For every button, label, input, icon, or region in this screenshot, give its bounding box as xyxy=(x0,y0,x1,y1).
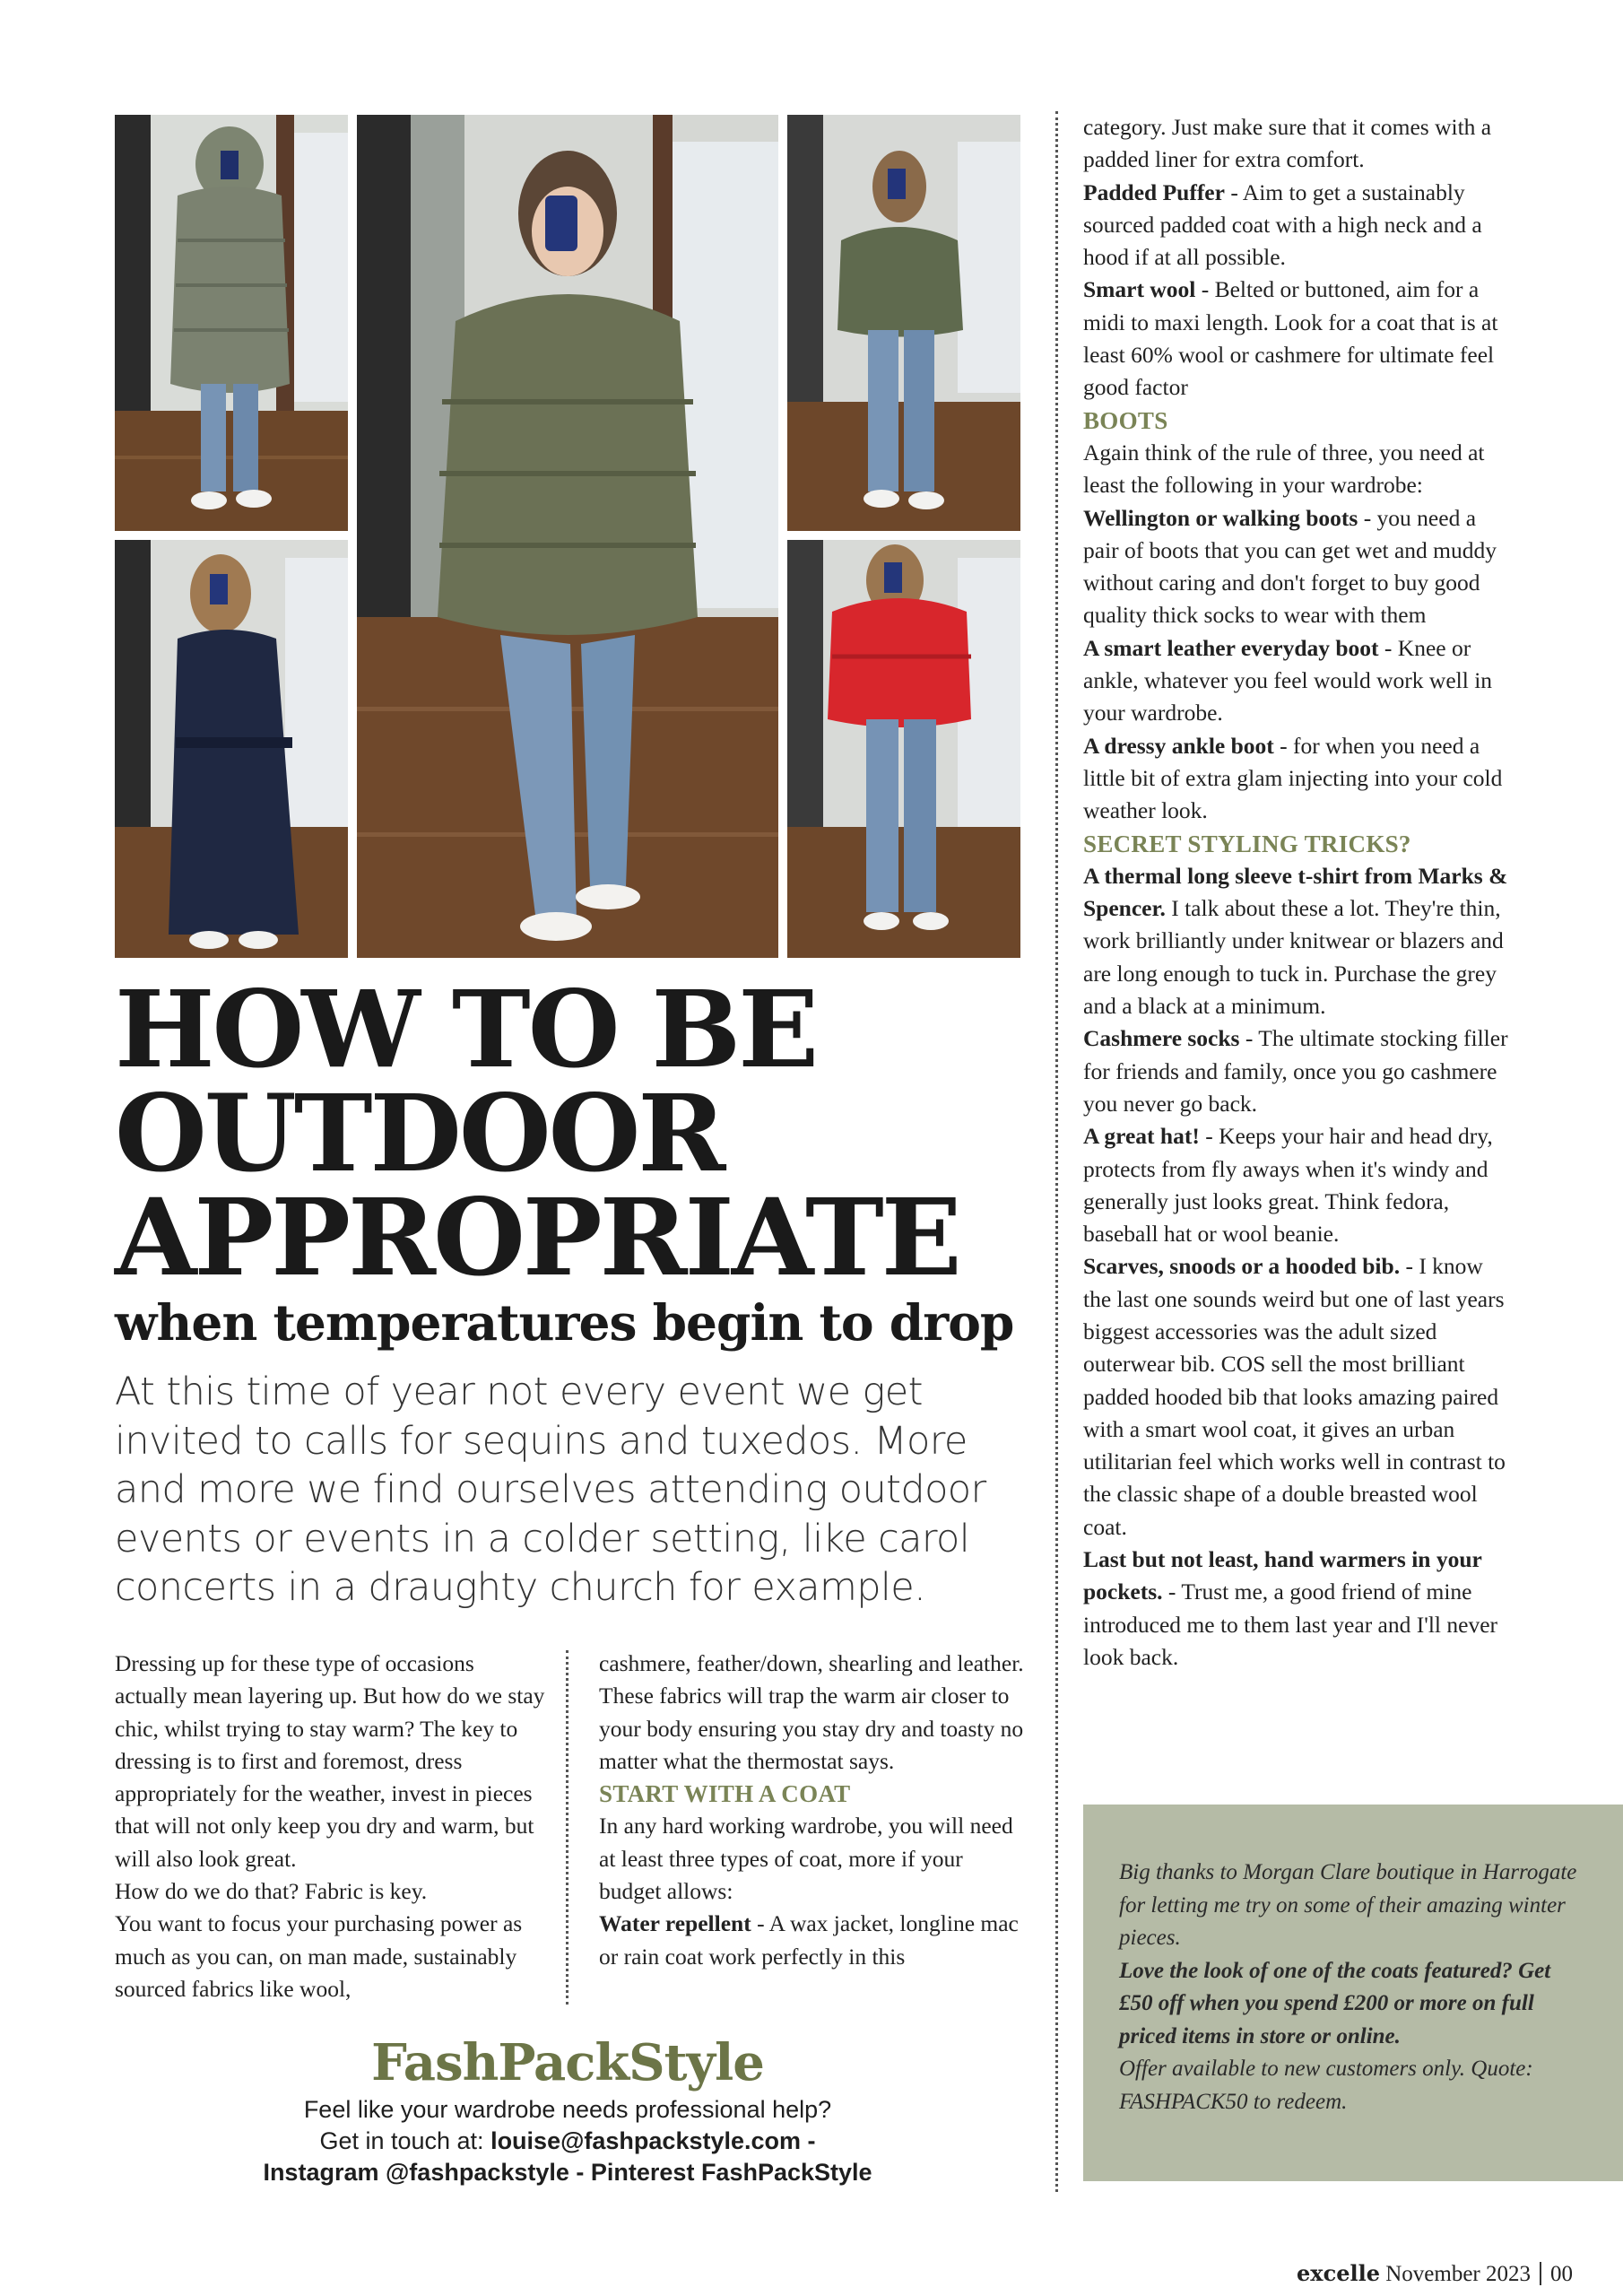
item-text: - for when you need a little bit of extra glam injecting into your cold weather look. xyxy=(1083,732,1503,824)
promo-box xyxy=(1083,1805,1623,2181)
section-heading-tricks: SECRET STYLING TRICKS? xyxy=(1083,830,1411,857)
item-title: Water repellent xyxy=(599,1910,751,1937)
promo-offer: Love the look of one of the coats featured? Get £50 off when you spend £200 or more on full priced items in store or online. xyxy=(1119,1958,1551,2048)
item-title: Padded Puffer xyxy=(1083,178,1225,205)
item-title: Smart wool xyxy=(1083,276,1196,303)
body-column-2 xyxy=(599,1648,1029,1973)
paragraph: How do we do that? Fabric is key. xyxy=(115,1878,428,1905)
section-heading-coat: START WITH A COAT xyxy=(599,1780,851,1808)
headline-line-2: OUTDOOR xyxy=(115,1071,724,1196)
item-text: - I know the last one sounds weird but one of last years biggest accessories was the adult sized outerwear bib. COS sell the most brilliant padded hooded bib that looks amazing paired with a smart wool coat, it gives an urban utilitarian feel which works well in contrast to the classic shape of a double breasted wool coat. xyxy=(1083,1253,1506,1540)
brand-block xyxy=(115,2031,1020,2188)
item-text: - Knee or ankle, whatever you feel would work well in your wardrobe. xyxy=(1083,634,1493,726)
item-text: - Aim to get a sustainably sourced padded coat with a high neck and a hood if at all possible. xyxy=(1083,178,1482,271)
photo-red-padded-puffer xyxy=(787,540,1020,958)
body-column-1 xyxy=(115,1648,545,2005)
contact-email-link[interactable]: louise@fashpackstyle.com - xyxy=(490,2127,816,2154)
paragraph: category. Just make sure that it comes with a padded liner for extra comfort. xyxy=(1083,114,1492,173)
promo-text xyxy=(1119,1857,1585,2118)
item-text: - A wax jacket, longline mac or rain coat work perfectly in this xyxy=(599,1910,1019,1970)
body-column-3 xyxy=(1083,111,1514,1674)
photo-illustration xyxy=(115,115,348,531)
promo-terms: Offer available to new customers only. Quote: FASHPACK50 to redeem. xyxy=(1119,2057,1533,2114)
photo-illustration xyxy=(357,115,778,958)
photo-khaki-hooded-puffer xyxy=(115,115,348,531)
brand-line-2 xyxy=(115,2126,1020,2157)
column-divider xyxy=(1055,111,1058,2192)
page-footer xyxy=(1297,2260,1573,2287)
list-item xyxy=(1083,632,1514,730)
item-title: A great hat! xyxy=(1083,1123,1200,1150)
paragraph: Again think of the rule of three, you need at least the following in your wardrobe: xyxy=(1083,439,1485,499)
list-item xyxy=(599,1908,1029,1973)
item-text: - Trust me, a good friend of mine introduced me to them last year and I'll never look back. xyxy=(1083,1578,1498,1670)
item-title: A dressy ankle boot xyxy=(1083,732,1274,759)
photo-khaki-oversized-puffer xyxy=(357,115,778,958)
paragraph: You want to focus your purchasing power as much as you can, on man made, sustainably sourced fabrics like wool, xyxy=(115,1910,523,2002)
list-item xyxy=(1083,1022,1514,1120)
magazine-name: excelle xyxy=(1297,2260,1380,2286)
column-divider xyxy=(566,1650,568,2005)
intro-paragraph: At this time of year not every event we get invited to calls for sequins and tuxedos. More and more we find ourselves attending outdoor events or events in a colder setting, like carol concerts in a draughty church for example. xyxy=(115,1370,986,1610)
headline-line-3: APPROPRIATE xyxy=(115,1175,959,1300)
photo-illustration xyxy=(115,540,348,958)
brand-line-3 xyxy=(115,2157,1020,2188)
social-handles[interactable]: Instagram @fashpackstyle - Pinterest FashPackStyle xyxy=(263,2159,872,2186)
brand-line-1: Feel like your wardrobe needs professional help? xyxy=(303,2096,832,2123)
paragraph: cashmere, feather/down, shearling and leather. These fabrics will trap the warm air closer to your body ensuring you stay dry and toasty no matter what the thermostat says. xyxy=(599,1650,1024,1774)
list-item xyxy=(1083,1544,1514,1674)
list-item xyxy=(1083,1250,1514,1544)
paragraph: Dressing up for these type of occasions actually mean layering up. But how do we stay chic, whilst trying to stay warm? The key to dressing is to first and foremost, dress appropriately for the weather, invest in pieces that will not only keep you dry and warm, but will also look great. xyxy=(115,1650,545,1872)
page-number: 00 xyxy=(1550,2262,1573,2286)
item-title: Scarves, snoods or a hooded bib. xyxy=(1083,1253,1401,1280)
item-text: - Keeps your hair and head dry, protects from fly aways when it's windy and generally just looks great. Think fedora, baseball hat or wool beanie. xyxy=(1083,1123,1493,1248)
subheadline: when temperatures begin to drop xyxy=(115,1293,1014,1352)
item-title: Cashmere socks xyxy=(1083,1025,1240,1052)
list-item xyxy=(1083,274,1514,404)
list-item xyxy=(1083,730,1514,828)
footer-divider xyxy=(1540,2262,1541,2285)
item-text: - The ultimate stocking filler for friends and family, once you go cashmere you never go back. xyxy=(1083,1025,1508,1117)
item-title: A smart leather everyday boot xyxy=(1083,634,1379,661)
photo-illustration xyxy=(787,540,1020,958)
photo-navy-belted-wool-coat xyxy=(115,540,348,958)
headline xyxy=(115,967,1029,1300)
item-text: - you need a pair of boots that you can get wet and muddy without caring and don't forget to buy good quality thick socks to wear with them xyxy=(1083,504,1497,629)
list-item xyxy=(1083,502,1514,632)
section-heading-boots: BOOTS xyxy=(1083,406,1168,434)
item-title: Last but not least, hand warmers in your pockets. xyxy=(1083,1546,1482,1605)
brand-name: FashPackStyle xyxy=(371,2033,764,2092)
paragraph: In any hard working wardrobe, you will need at least three types of coat, more if your budget allows: xyxy=(599,1813,1013,1905)
list-item xyxy=(1083,860,1514,1022)
headline-line-1: HOW TO BE xyxy=(115,967,817,1091)
promo-thanks: Big thanks to Morgan Clare boutique in Harrogate for letting me try on some of their amazing winter pieces. xyxy=(1119,1860,1577,1950)
item-text: I talk about these a lot. They're thin, work brilliantly under knitwear or blazers and are long enough to tuck in. Purchase the grey and a black at a minimum. xyxy=(1083,895,1504,1020)
item-text: - Belted or buttoned, aim for a midi to maxi length. Look for a coat that is at least 60% wool or cashmere for ultimate feel good factor xyxy=(1083,276,1498,401)
photo-illustration xyxy=(787,115,1020,531)
photo-khaki-cropped-puffer xyxy=(787,115,1020,531)
contact-prefix: Get in touch at: xyxy=(319,2127,491,2154)
issue-date: November 2023 xyxy=(1385,2262,1531,2286)
list-item xyxy=(1083,1120,1514,1250)
item-title: A thermal long sleeve t-shirt from Marks & Spencer. xyxy=(1083,862,1508,922)
list-item xyxy=(1083,177,1514,274)
item-title: Wellington or walking boots xyxy=(1083,504,1358,531)
